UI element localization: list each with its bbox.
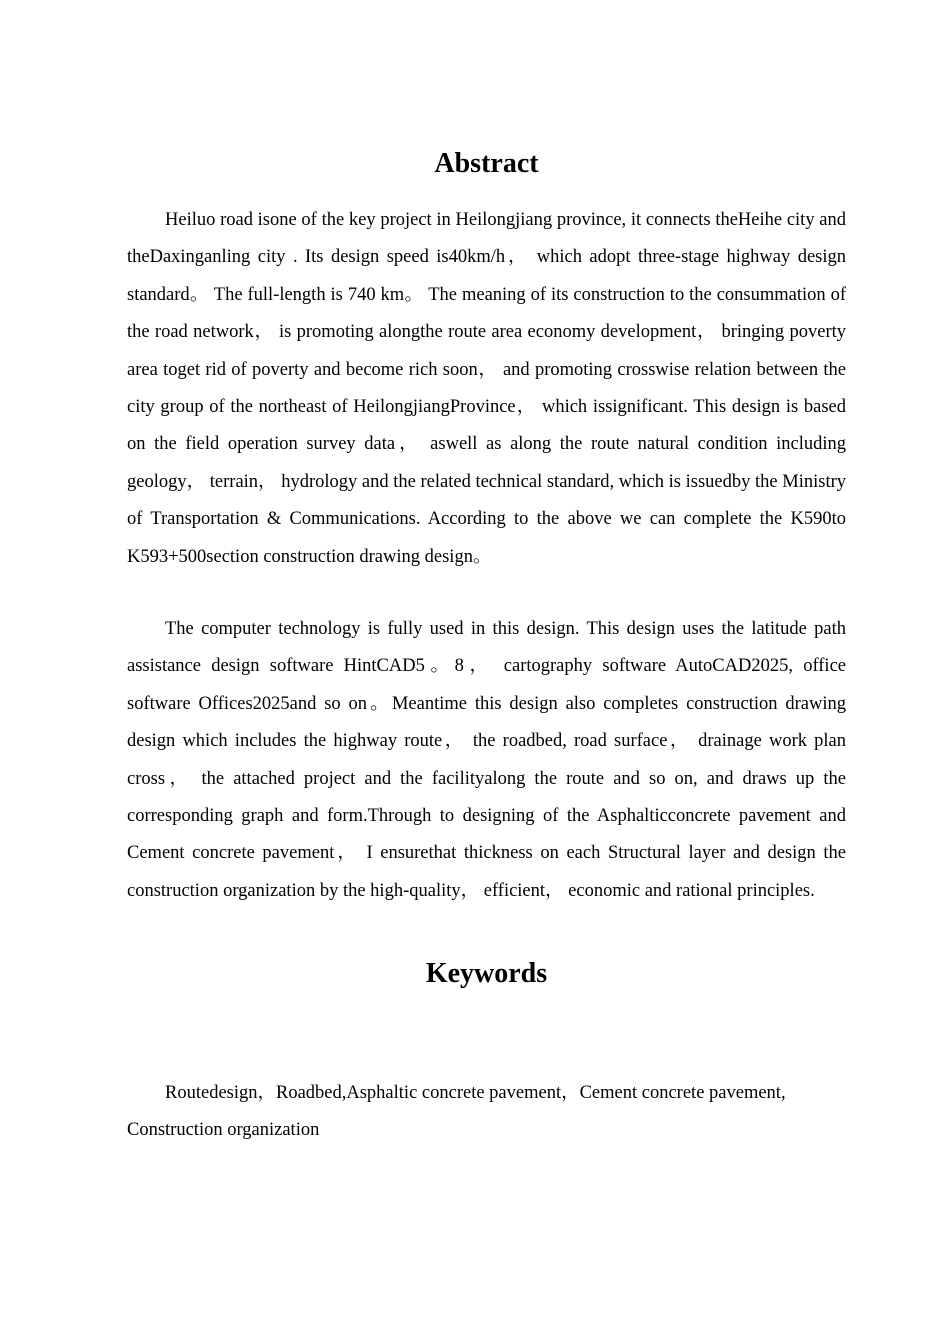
keywords-list: Routedesign，Roadbed,Asphaltic concrete pavement，Cement concrete pavement, Construction organization xyxy=(127,1083,786,1141)
abstract-paragraph-2: The computer technology is fully used in this design. This design uses the latitude path assistance design software HintCAD5。8， cartography software AutoCAD2025, office software Offices2025and so on。Meantime this design also completes construction drawing design which includes the highway route， the roadbed, road surface， drainage work plan cross， the attached project and the facilityalong the route and so on, and draws up the corresponding graph and form.Through to designing of the Asphalticconcrete pavement and Cement concrete pavement， I ensurethat thickness on each Structural layer and design the construction organization by the high-quality， efficient， economic and rational principles. xyxy=(127,619,846,901)
abstract-heading: Abstract xyxy=(434,148,539,179)
abstract-paragraph-1: Heiluo road isone of the key project in Heilongjiang province, it connects theHeihe city and theDaxinganling city . Its design speed is40km/h， which adopt three-stage highway design standard。 The full-length is 740 km。 The meaning of its construction to the consummation of the road network， is promoting alongthe route area economy development， bringing poverty area toget rid of poverty and become rich soon， and promoting crosswise relation between the city group of the northeast of HeilongjiangProvince， which issignificant. This design is based on the field operation survey data， aswell as along the route natural condition including geology， terrain， hydrology and the related technical standard, which is issuedby the Ministry of Transportation & Communications. According to the above we can complete the K590to K593+500section construction drawing design。 xyxy=(127,210,846,567)
keywords-heading: Keywords xyxy=(425,958,548,989)
